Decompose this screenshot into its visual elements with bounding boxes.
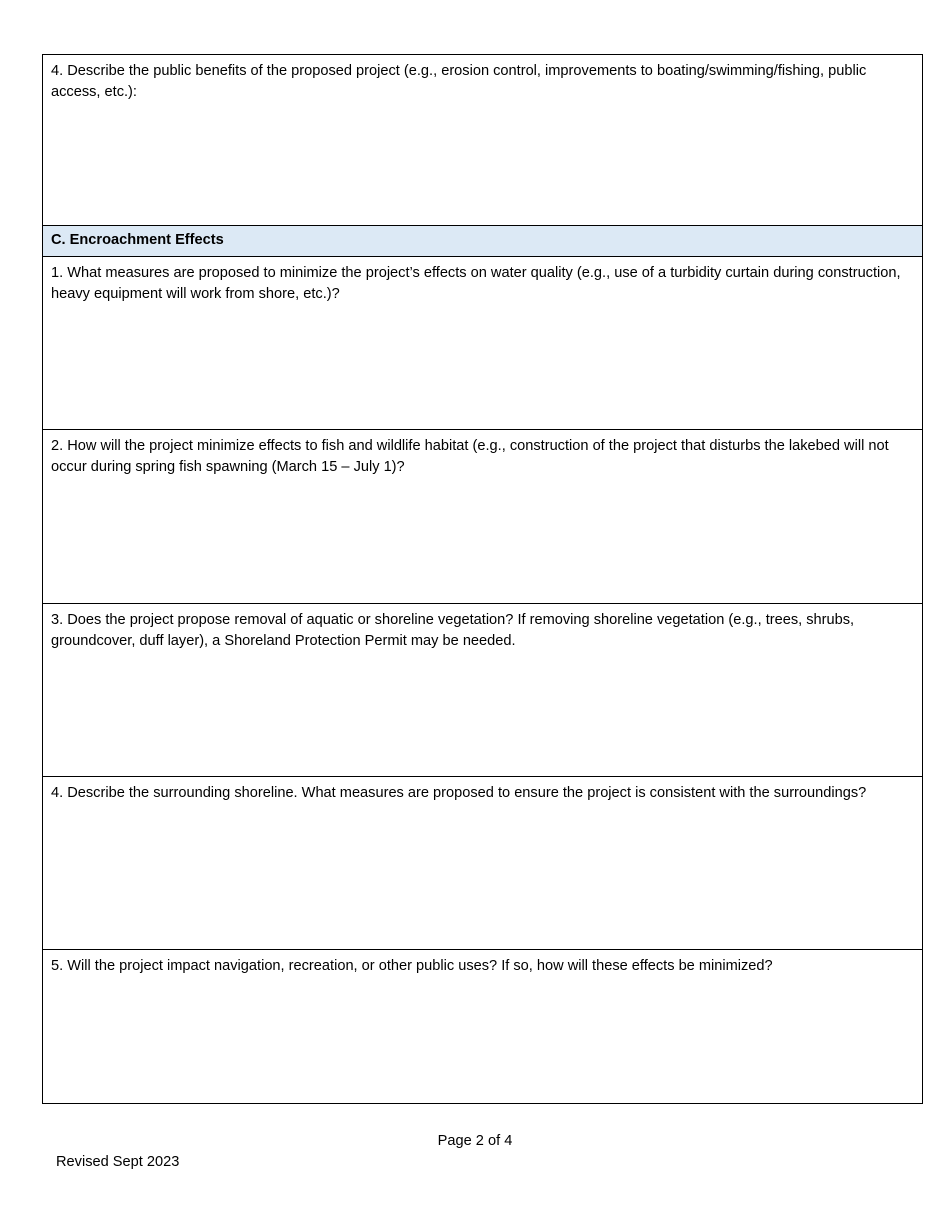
question-water-quality: 1. What measures are proposed to minimize the project’s effects on water quality (e.g., use of a turbidity curtain during construction, heavy equipment will work from shore, etc.)? <box>51 265 901 302</box>
answer-box-shoreline[interactable] <box>43 777 923 950</box>
page-number: Page 2 of 4 <box>437 1133 513 1149</box>
form-row-water-quality <box>43 257 923 430</box>
answer-box-public-benefits[interactable] <box>43 55 923 226</box>
answer-box-vegetation[interactable] <box>43 604 923 777</box>
answer-box-fish-wildlife[interactable] <box>43 430 923 604</box>
form-row-fish-wildlife <box>43 430 923 604</box>
section-c-title: C. Encroachment Effects <box>51 232 224 248</box>
section-c-header <box>43 226 923 257</box>
question-public-benefits: 4. Describe the public benefits of the proposed project (e.g., erosion control, improvements to boating/swimming/fishing, public access, etc.): <box>51 63 867 100</box>
question-navigation: 5. Will the project impact navigation, recreation, or other public uses? If so, how will these effects be minimized? <box>51 958 773 974</box>
answer-box-navigation[interactable] <box>43 950 923 1104</box>
form-row-shoreline <box>43 777 923 950</box>
question-vegetation: 3. Does the project propose removal of aquatic or shoreline vegetation? If removing shoreline vegetation (e.g., trees, shrubs, groundcover, duff layer), a Shoreland Protection Permit may be needed. <box>51 612 855 649</box>
encroachment-form-table <box>42 54 923 1104</box>
question-shoreline: 4. Describe the surrounding shoreline. What measures are proposed to ensure the project is consistent with the surroundings? <box>51 785 867 801</box>
revision-date: Revised Sept 2023 <box>56 1154 180 1170</box>
answer-box-water-quality[interactable] <box>43 257 923 430</box>
form-row-vegetation <box>43 604 923 777</box>
form-row-navigation <box>43 950 923 1104</box>
section-header-row <box>43 226 923 257</box>
form-row-public-benefits <box>43 55 923 226</box>
question-fish-wildlife: 2. How will the project minimize effects to fish and wildlife habitat (e.g., construction of the project that disturbs the lakebed will not occur during spring fish spawning (March 15 – July 1)? <box>51 438 889 475</box>
